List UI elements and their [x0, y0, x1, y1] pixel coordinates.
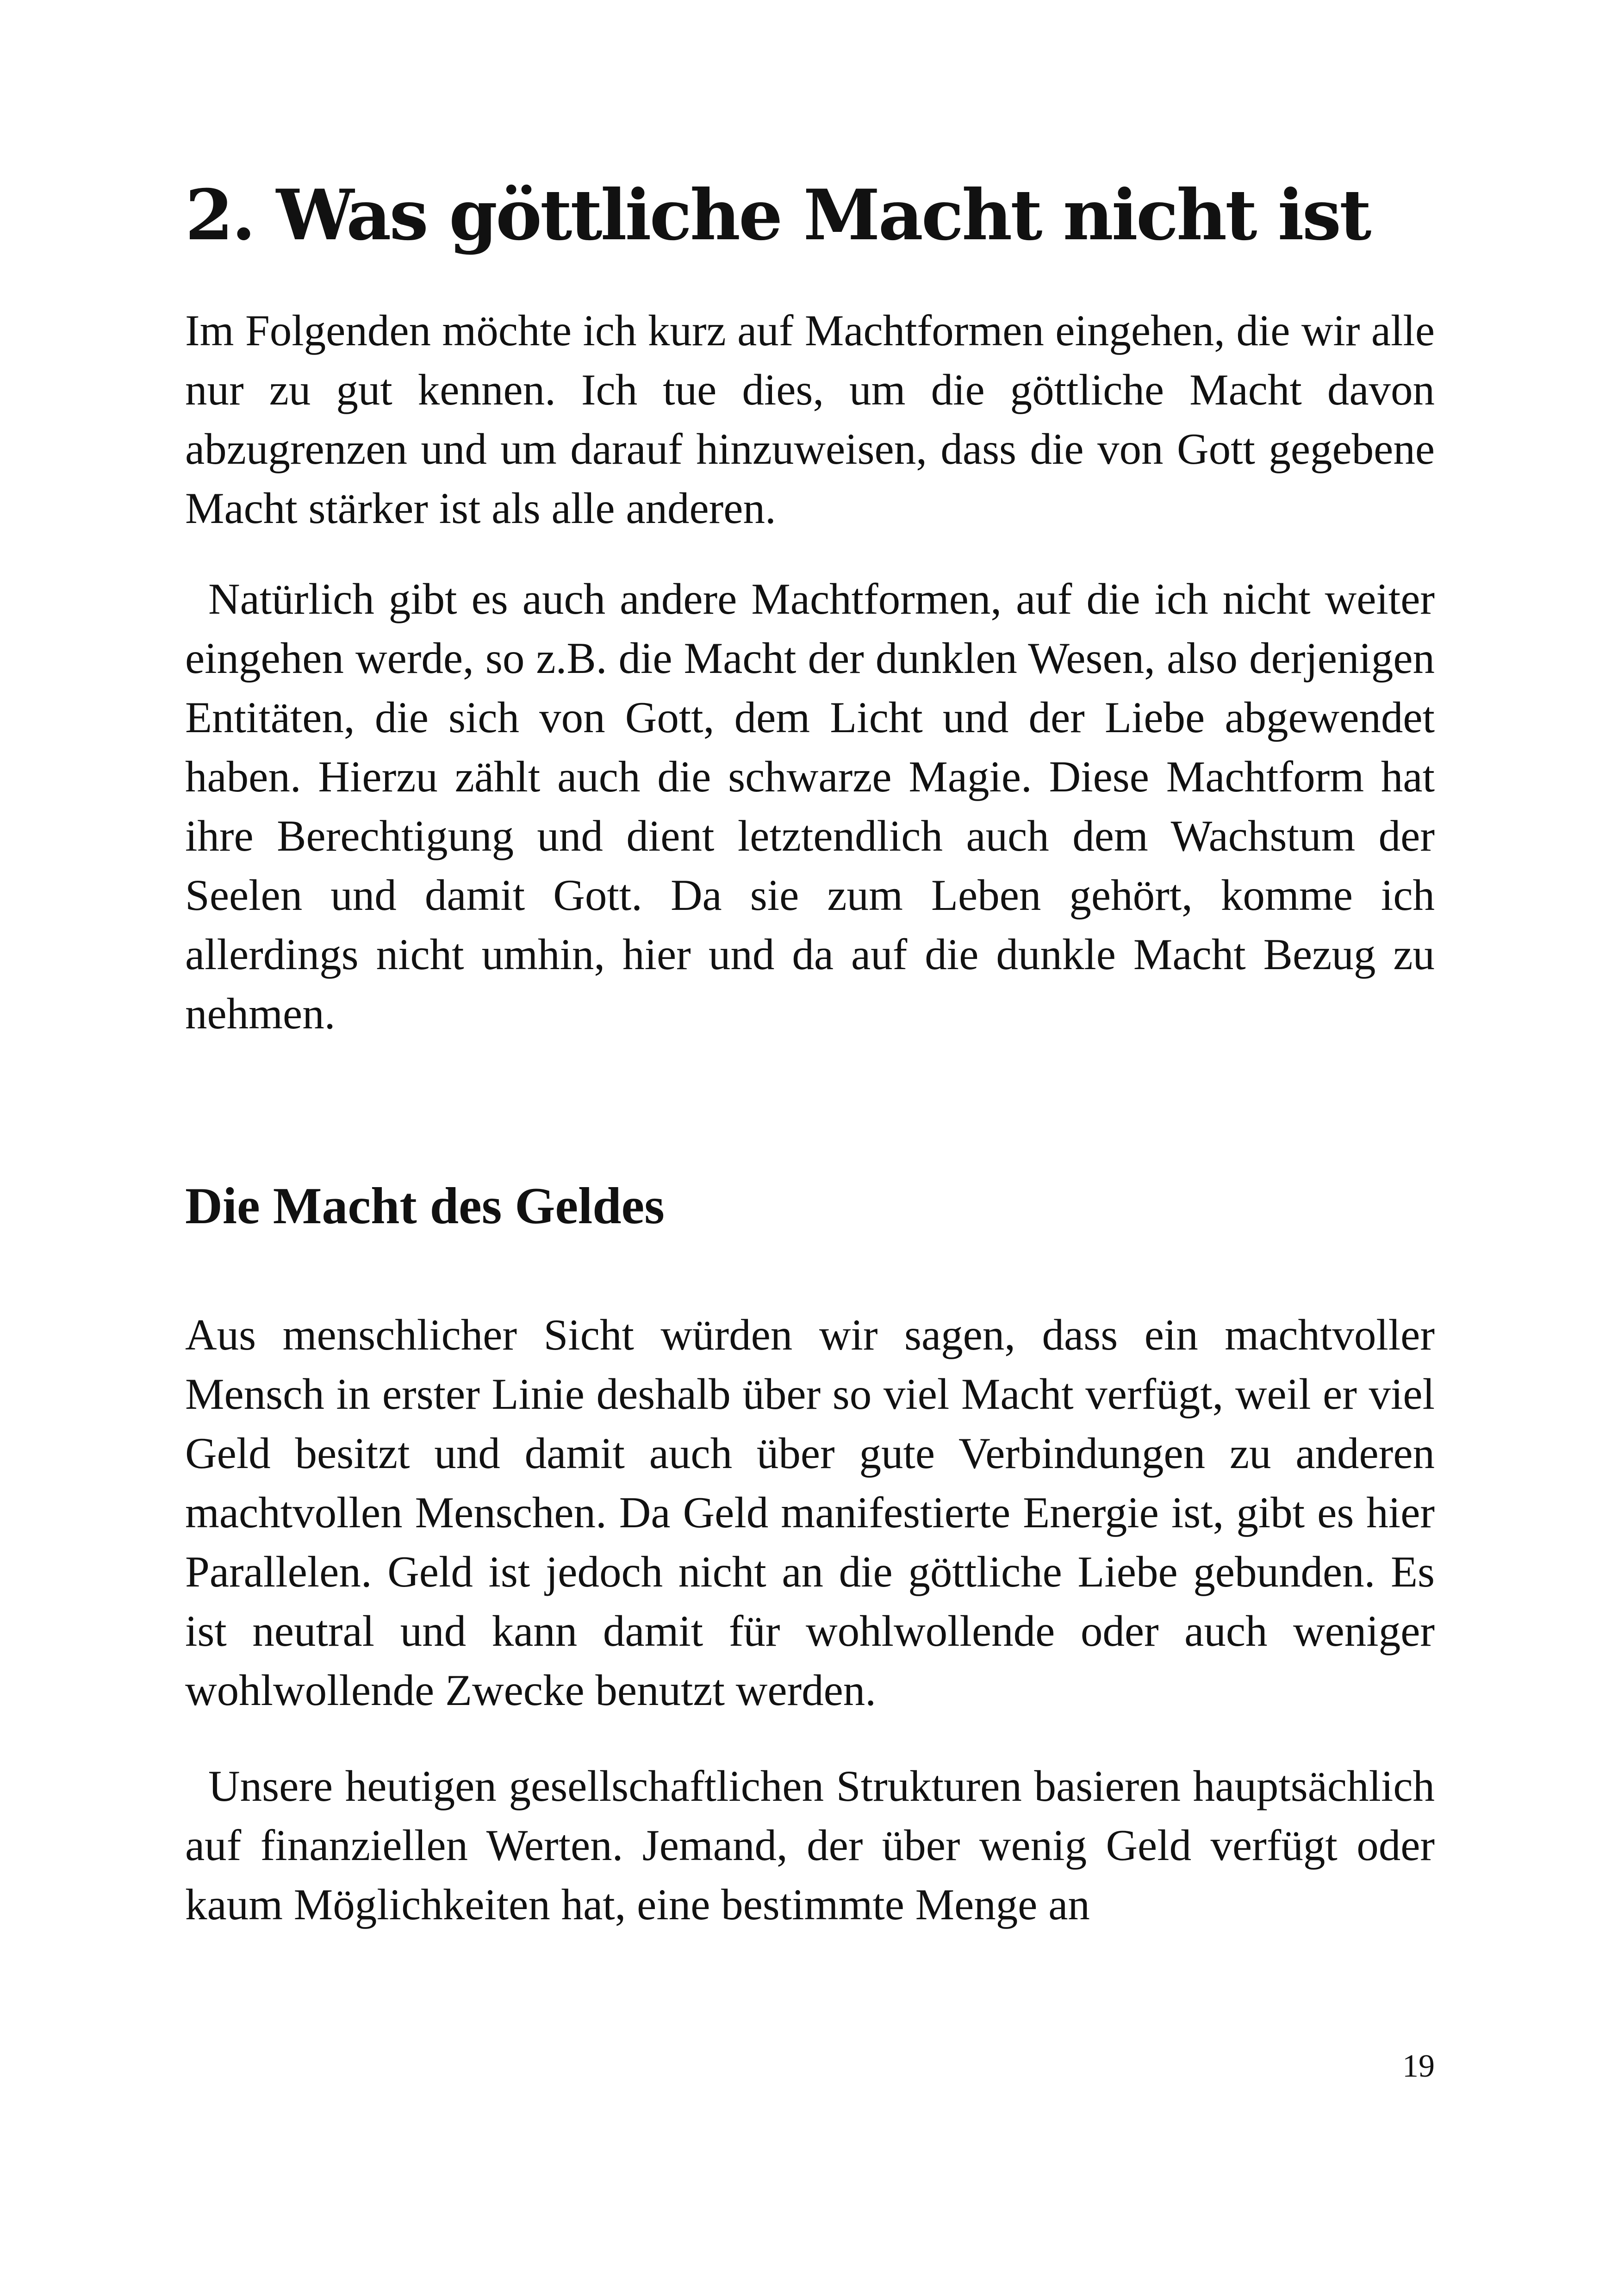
body-paragraph: Aus menschlicher Sicht würden wir sagen, dass ein machtvoller Mensch in erster Linie deshalb über so viel Macht verfügt, weil er viel Geld besitzt und damit auch über gute Verbindungen zu anderen machtvollen Menschen. Da Geld manifestierte Energie ist, gibt es hier Parallelen. Geld ist jedoch nicht an die göttliche Liebe gebunden. Es ist neutral und kann damit für wohlwollende oder auch weniger wohlwollende Zwecke benutzt werden.: [185, 1310, 1435, 1715]
body-paragraph: Unsere heutigen gesellschaftlichen Strukturen basieren hauptsächlich auf finanziellen Werten. Jemand, der über wenig Geld verfügt oder kaum Möglichkeiten hat, eine bestimmte Menge an: [185, 1761, 1435, 1929]
body-paragraph: Im Folgenden möchte ich kurz auf Machtformen eingehen, die wir alle nur zu gut kennen. Ich tue dies, um die göttliche Macht davon abzugrenzen und um darauf hinzuweisen, dass die von Gott gegebene Macht stärker ist als alle anderen.: [185, 306, 1435, 533]
book-page: [185, 139, 1435, 2221]
chapter-title: 2. Was göttliche Macht nicht ist: [185, 174, 1370, 256]
page-number: 19: [1402, 2048, 1435, 2084]
body-paragraph: Natürlich gibt es auch andere Machtformen, auf die ich nicht weiter eingehen werde, so z.B. die Macht der dunklen Wesen, also derjenigen Entitäten, die sich von Gott, dem Licht und der Liebe abgewendet haben. Hierzu zählt auch die schwarze Magie. Diese Machtform hat ihre Berechtigung und dient letztendlich auch dem Wachstum der Seelen und damit Gott. Da sie zum Leben gehört, komme ich allerdings nicht umhin, hier und da auf die dunkle Macht Bezug zu nehmen.: [185, 574, 1435, 1038]
section-title: Die Macht des Geldes: [185, 1177, 665, 1235]
